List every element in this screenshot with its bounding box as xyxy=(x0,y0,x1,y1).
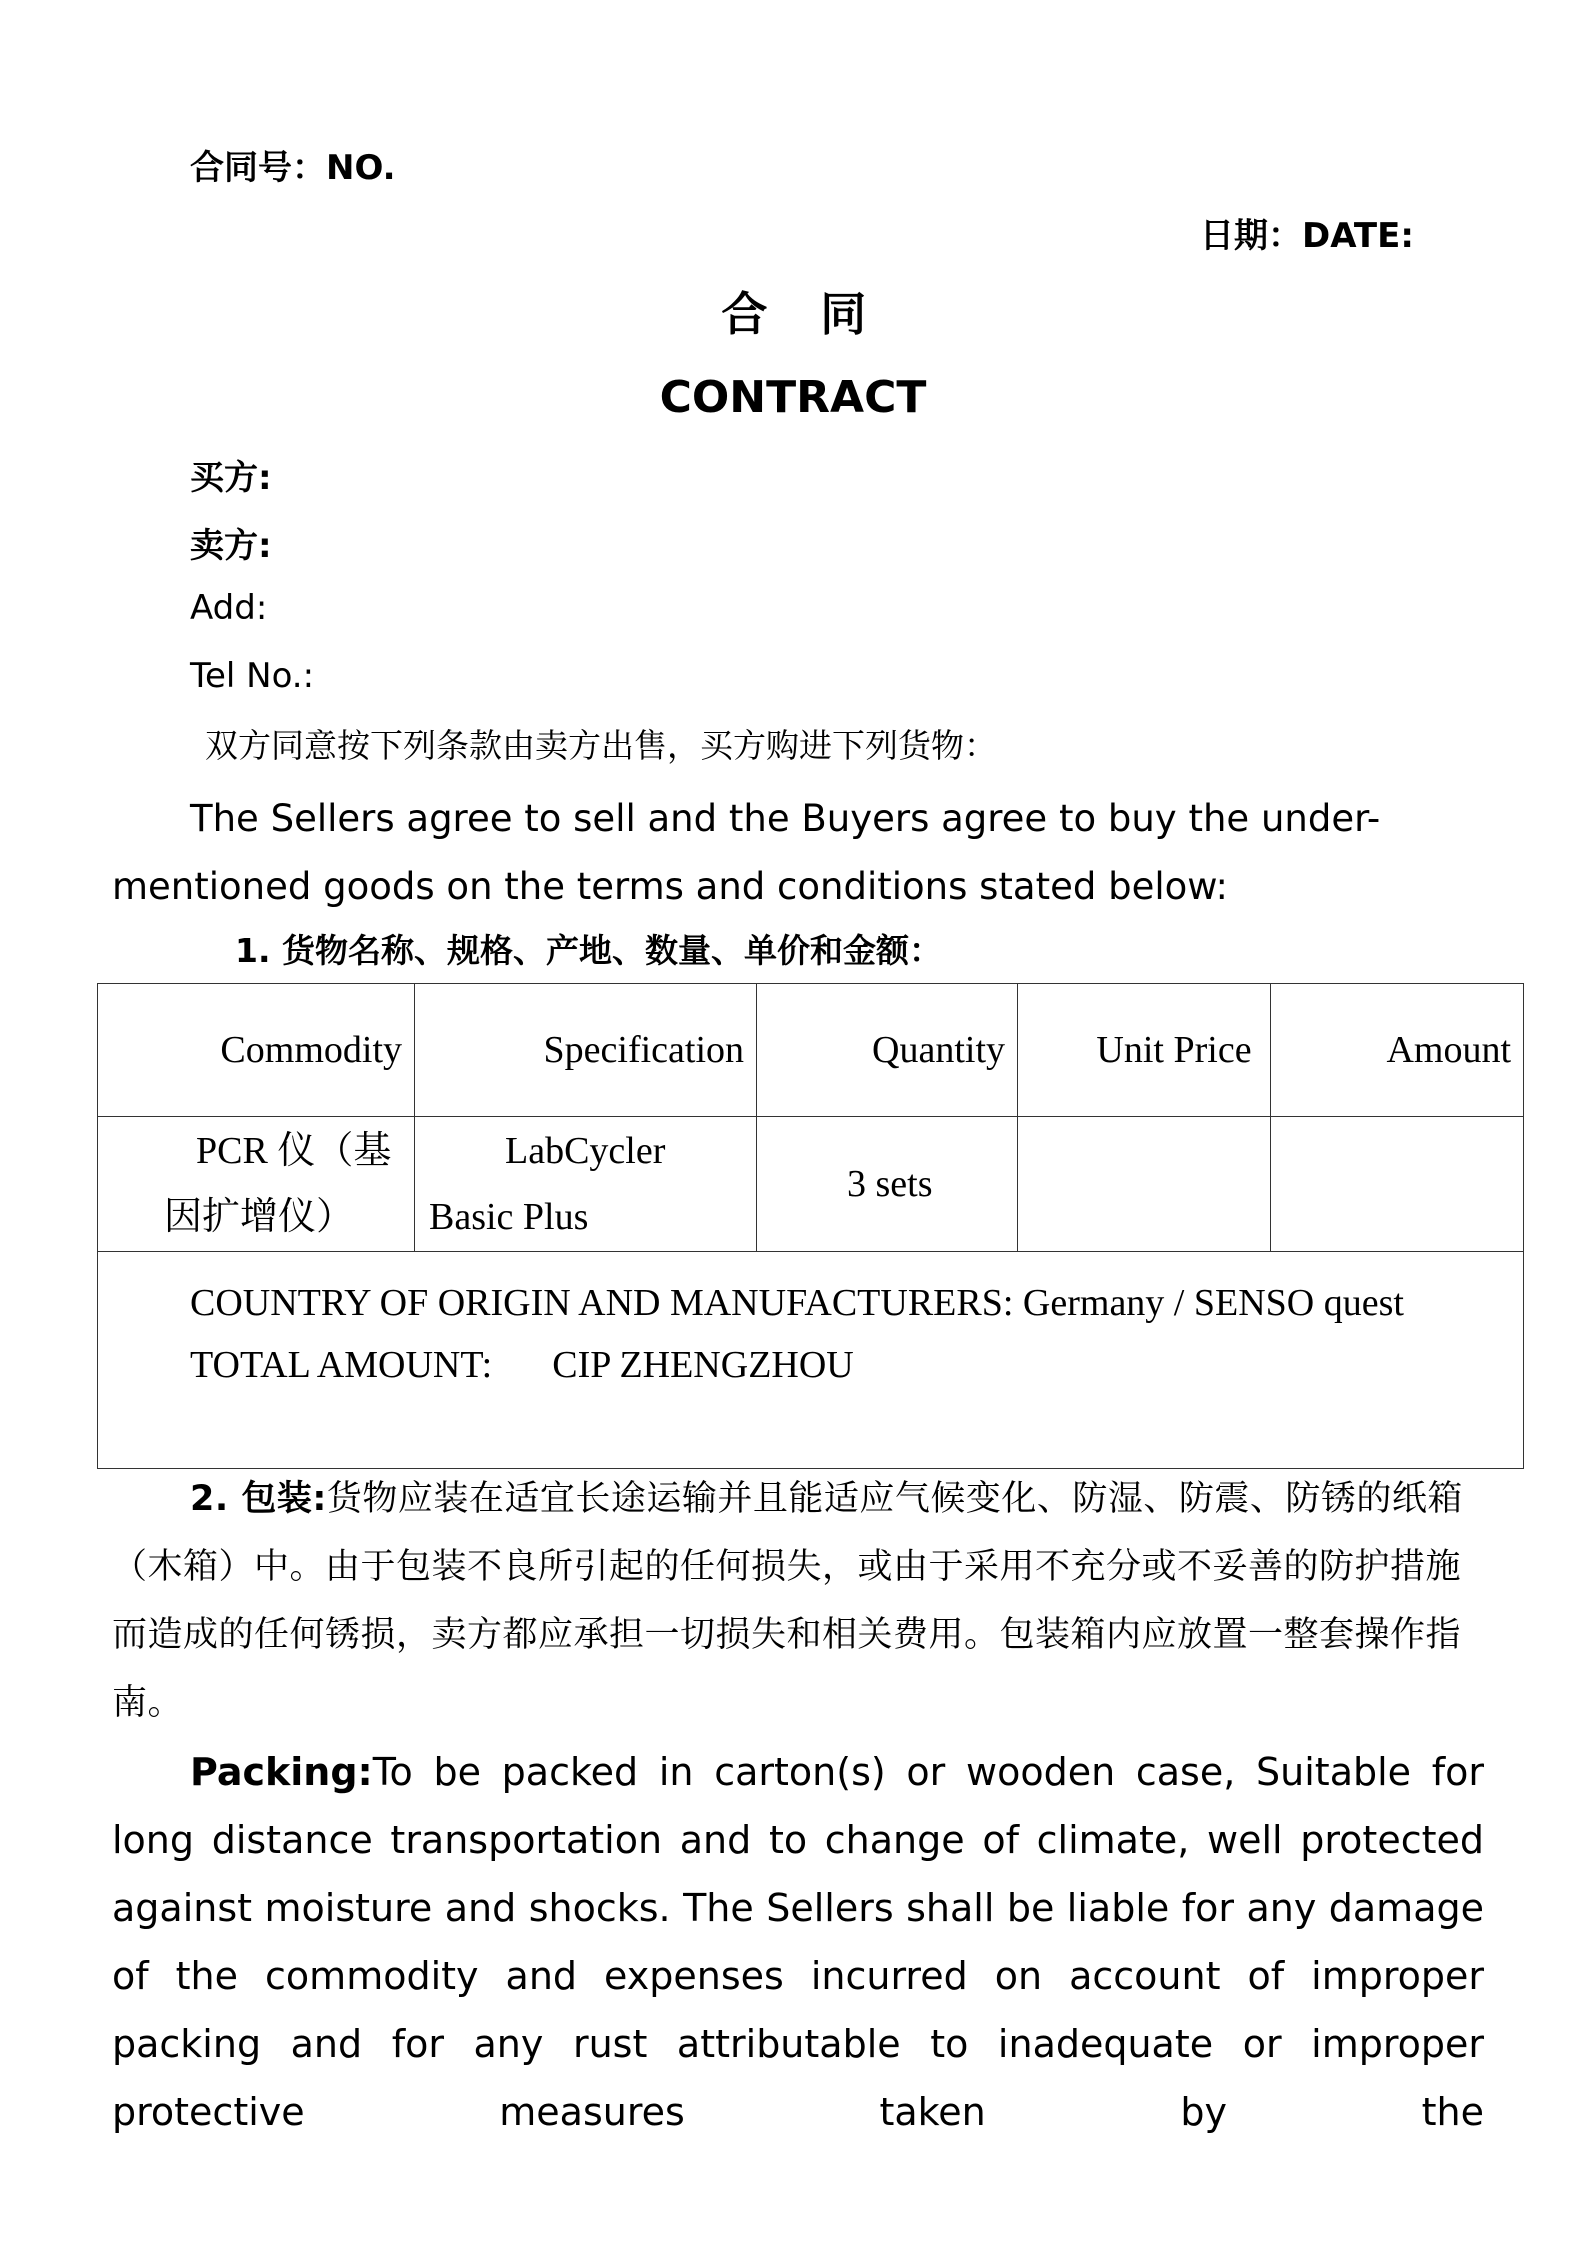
contract-date: 日期：DATE: xyxy=(1200,216,1414,256)
contract-number: 合同号：NO. xyxy=(190,148,396,188)
tel-label: Tel No.: xyxy=(190,656,315,696)
title-chinese: 合 同 xyxy=(721,287,885,341)
unit-price-header-text: Unit Price xyxy=(1096,1029,1252,1071)
commodity-line-1: PCR 仪（基 xyxy=(196,1130,392,1172)
table-footer-row xyxy=(98,1252,1524,1469)
table-header-row xyxy=(98,984,1524,1117)
section-1-heading: 1. 货物名称、规格、产地、数量、单价和金额： xyxy=(235,931,942,970)
total-amount-label: TOTAL AMOUNT: xyxy=(190,1344,493,1386)
section-2-packing-english xyxy=(112,1738,1484,2146)
section-2-body-chinese: 货物应装在适宜长途运输并且能适应气候变化、防湿、防震、防锈的纸箱（木箱）中。由于包装不良所引起的任何损失，或由于采用不充分或不妥善的防护措施而造成的任何锈损，卖方都应承担一切损失和相关费用。包装箱内应放置一整套操作指南。 xyxy=(112,1479,1463,1723)
section-2-heading-chinese: 2. 包装: xyxy=(190,1479,327,1519)
column-header-specification: Specification xyxy=(415,984,757,1117)
cell-quantity: 3 sets xyxy=(757,1117,1018,1252)
agreement-english: The Sellers agree to sell and the Buyers agree to buy the under-mentioned goods on the terms and conditions stated below: xyxy=(112,797,1381,908)
total-amount-terms: CIP ZHENGZHOU xyxy=(552,1344,854,1386)
title-english: CONTRACT xyxy=(659,372,927,423)
column-header-unit-price xyxy=(1018,984,1271,1117)
spec-line-1: LabCycler xyxy=(505,1130,666,1172)
commodity-line-2: 因扩增仪） xyxy=(164,1196,355,1238)
section-2-packing-chinese xyxy=(112,1465,1484,1737)
seller-label: 卖方: xyxy=(190,526,272,566)
section-2-heading-english: Packing: xyxy=(190,1750,373,1794)
spec-line-2: Basic Plus xyxy=(429,1196,589,1238)
table-row xyxy=(98,1117,1524,1252)
section-2-body-english: To be packed in carton(s) or wooden case, Suitable for long distance transportation and to change of climate, well protected against moisture and shocks. The Sellers shall be liable for any damage of the commodity and expenses incurred on account of improper packing and for any rust attributable to inadequate or improper protective measures taken by the xyxy=(112,1750,1484,2134)
cell-specification xyxy=(415,1117,757,1252)
cell-amount xyxy=(1271,1117,1524,1252)
column-header-amount: Amount xyxy=(1271,984,1524,1117)
column-header-commodity: Commodity xyxy=(98,984,415,1117)
buyer-label: 买方: xyxy=(190,458,272,498)
cell-unit-price xyxy=(1018,1117,1271,1252)
country-of-origin: COUNTRY OF ORIGIN AND MANUFACTURERS: Germany / SENSO quest xyxy=(190,1282,1404,1324)
agreement-chinese: 双方同意按下列条款由卖方出售，买方购进下列货物： xyxy=(205,726,997,765)
address-label: Add: xyxy=(190,588,268,628)
column-header-quantity: Quantity xyxy=(757,984,1018,1117)
total-amount-line xyxy=(98,1334,1523,1396)
table-footer xyxy=(98,1252,1524,1469)
goods-table xyxy=(97,983,1524,1469)
cell-commodity xyxy=(98,1117,415,1252)
